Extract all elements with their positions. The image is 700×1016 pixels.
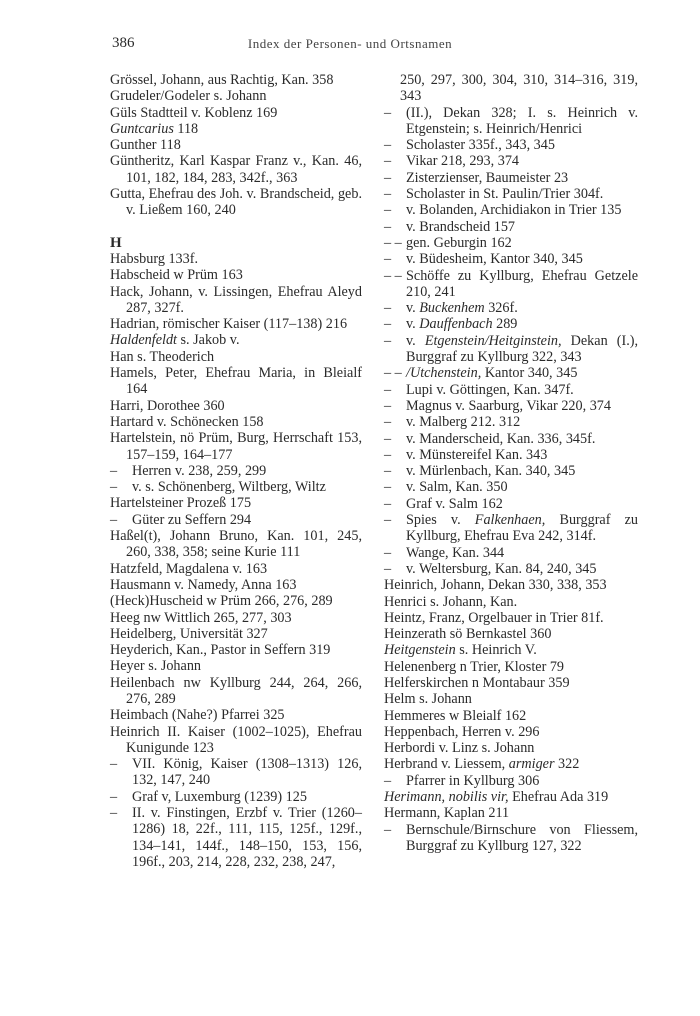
entry-text: 322 [554, 756, 580, 773]
entry-text: Helenenberg n Trier, Kloster 79 [384, 658, 565, 675]
index-entry [384, 659, 638, 675]
index-entry [110, 707, 362, 723]
index-entry [110, 72, 362, 88]
index-entry [384, 805, 638, 821]
index-entry [384, 610, 638, 626]
entry-text: Habsburg 133f. [110, 250, 199, 267]
dash-marker: – – [384, 365, 402, 382]
dash-marker: – – [384, 234, 402, 251]
entry-text: 326f. [484, 300, 518, 317]
page-number: 386 [112, 35, 135, 51]
entry-text: v. [406, 332, 425, 349]
index-entry [110, 365, 362, 398]
index-entry [110, 88, 362, 104]
entry-text: Schöffe zu Kyllburg, Ehefrau Getzele 210, 241 [406, 267, 638, 300]
index-entry [384, 789, 638, 805]
entry-text: Heinrich II. Kaiser (1002–1025), Ehefrau Kunigunde 123 [110, 723, 362, 756]
entry-text: v. Weltersburg, Kan. 84, 240, 345 [406, 560, 597, 577]
dash-marker: – [384, 218, 392, 235]
entry-text: Wange, Kan. 344 [406, 544, 505, 561]
index-entry [110, 137, 362, 153]
dash-marker: – [384, 169, 392, 186]
index-entry [384, 496, 638, 512]
index-entry [384, 365, 638, 381]
entry-text: Gunther 118 [110, 137, 181, 154]
dash-marker: – [384, 463, 392, 480]
dash-marker: – [384, 479, 392, 496]
index-entry [384, 137, 638, 153]
dash-marker: – [384, 137, 392, 154]
italic-text: Buckenhem [419, 300, 485, 317]
index-entry [384, 740, 638, 756]
index-entry [110, 528, 362, 561]
entry-text: Haßel(t), Johann Bruno, Kan. 101, 245, 260, 338, 358; seine Kurie 111 [110, 528, 362, 561]
entry-text: Spies v. [406, 512, 475, 529]
section-letter: H [110, 234, 122, 251]
index-entry [384, 316, 638, 332]
entry-text: Heppenbach, Herren v. 296 [384, 723, 540, 740]
index-entry [384, 594, 638, 610]
entry-text: 289 [492, 316, 518, 333]
entry-text: v. Malberg 212. 312 [406, 414, 521, 431]
index-entry [110, 398, 362, 414]
entry-text: Helferskirchen n Montabaur 359 [384, 674, 570, 691]
index-entry [110, 593, 362, 609]
index-entry [110, 805, 362, 870]
dash-marker: – [384, 560, 392, 577]
entry-text: Hermann, Kaplan 211 [384, 805, 510, 822]
entry-text: Habscheid w Prüm 163 [110, 267, 243, 284]
entry-text: Heinrich, Johann, Dekan 330, 338, 353 [384, 577, 607, 594]
entry-text: Kantor 340, 345 [481, 365, 578, 382]
index-entry [110, 267, 362, 283]
entry-text: Heyer s. Johann [110, 658, 202, 675]
entry-text: 118 [173, 120, 199, 137]
entry-text: Heidelberg, Universität 327 [110, 625, 268, 642]
index-entry [384, 268, 638, 301]
entry-text: Hartelstein, nö Prüm, Burg, Herrschaft 153, 157–159, 164–177 [110, 430, 362, 463]
entry-text: Herren v. 238, 259, 299 [132, 462, 267, 479]
entry-text: Grudeler/Godeler s. Johann [110, 88, 267, 105]
index-entry [384, 642, 638, 658]
entry-text: v. [406, 300, 420, 317]
entry-text: II. v. Finstingen, Erzbf v. Trier (1260–1286) 18, 22f., 111, 115, 125f., 129f., 134–141, 144f., 148–150, 153, 156, 196f., 203, 214, 228, 232, 238, 247, [132, 805, 362, 870]
entry-text: Ehefrau Ada 319 [508, 789, 609, 806]
entry-text: Heimbach (Nahe?) Pfarrei 325 [110, 707, 285, 724]
index-entry [384, 333, 638, 366]
entry-text: Lupi v. Göttingen, Kan. 347f. [406, 381, 574, 398]
index-column-left [110, 72, 362, 870]
italic-text: Dauffenbach [419, 316, 493, 333]
italic-text: armiger [508, 756, 555, 773]
entry-text: Heeg nw Wittlich 265, 277, 303 [110, 609, 292, 626]
entry-text: v. Bolanden, Archidiakon in Trier 135 [406, 202, 622, 219]
dash-marker: – [384, 104, 392, 121]
index-entry [110, 512, 362, 528]
index-entry [384, 382, 638, 398]
dash-marker: – [384, 544, 392, 561]
entry-text: Magnus v. Saarburg, Vikar 220, 374 [406, 397, 611, 414]
entry-text: s. Heinrich V. [455, 642, 537, 659]
index-entry [384, 219, 638, 235]
entry-text: Hartard v. Schönecken 158 [110, 413, 264, 430]
index-entry [110, 316, 362, 332]
index-entry [384, 447, 638, 463]
index-entry [110, 251, 362, 267]
entry-text: Han s. Theoderich [110, 348, 215, 365]
entry-text: Hemmeres w Bleialf 162 [384, 707, 527, 724]
entry-text: v. Salm, Kan. 350 [406, 479, 508, 496]
entry-text: (II.), Dekan 328; I. s. Heinrich v. Etgenstein; s. Heinrich/Henrici [406, 104, 638, 137]
entry-text: Henrici s. Johann, Kan. [384, 593, 518, 610]
index-entry [384, 822, 638, 855]
entry-text: Scholaster 335f., 343, 345 [406, 137, 555, 154]
dash-marker: – [384, 332, 392, 349]
dash-marker: – [384, 251, 392, 268]
index-entry [384, 479, 638, 495]
index-entry [110, 724, 362, 757]
index-entry [384, 724, 638, 740]
index-column-right [384, 72, 638, 854]
entry-text: VII. König, Kaiser (1308–1313) 126, 132, 147, 240 [132, 756, 362, 789]
index-entry [384, 153, 638, 169]
running-head: Index der Personen- und Ortsnamen [247, 36, 453, 51]
index-entry [384, 545, 638, 561]
dash-marker: – [384, 430, 392, 447]
index-entry [110, 349, 362, 365]
dash-marker: – – [384, 267, 402, 284]
entry-text: Zisterzienser, Baumeister 23 [406, 169, 569, 186]
index-entry [110, 756, 362, 789]
dash-marker: – [384, 316, 392, 333]
italic-text: Heitgenstein [384, 642, 456, 659]
dash-marker: – [384, 202, 392, 219]
dash-marker: – [110, 788, 118, 805]
entry-text: Grössel, Johann, aus Rachtig, Kan. 358 [110, 72, 334, 88]
index-entry [110, 430, 362, 463]
index-entry [110, 153, 362, 186]
entry-text: v. Münstereifel Kan. 343 [406, 446, 548, 463]
entry-text: Heilenbach nw Kyllburg 244, 264, 266, 276, 289 [110, 674, 362, 707]
index-entry [384, 691, 638, 707]
entry-text: Burggraf zu Kyllburg, Ehefrau Eva 242, 314f. [406, 512, 638, 545]
italic-text: Guntcarius [110, 120, 174, 137]
index-entry [384, 626, 638, 642]
italic-text: /Utchenstein, [406, 365, 482, 382]
italic-text: Haldenfeldt [110, 332, 177, 349]
dash-marker: – [384, 414, 392, 431]
italic-text: Etgenstein/Heitginstein, [424, 332, 562, 349]
index-entry [110, 332, 362, 348]
index-entry [110, 186, 362, 219]
index-entry: 250, 297, 300, 304, 310, 314–316, 319, 343 [400, 72, 638, 105]
index-entry [384, 202, 638, 218]
index-entry [110, 463, 362, 479]
italic-text: Herimann, nobilis vir, [384, 789, 509, 806]
index-entry [384, 105, 638, 138]
entry-text: Güter zu Seffern 294 [132, 511, 252, 528]
index-entry [384, 675, 638, 691]
entry-text: Helm s. Johann [384, 691, 472, 708]
entry-text: v. Büdesheim, Kantor 340, 345 [406, 251, 583, 268]
dash-marker: – [384, 495, 392, 512]
dash-marker: – [110, 462, 118, 479]
entry-text: (Heck)Huscheid w Prüm 266, 276, 289 [110, 593, 333, 610]
entry-text: Graf v, Luxemburg (1239) 125 [132, 788, 307, 805]
dash-marker: – [110, 805, 118, 822]
dash-marker: – [384, 397, 392, 414]
index-entry [110, 789, 362, 805]
entry-text: v. [406, 316, 420, 333]
entry-text: Hatzfeld, Magdalena v. 163 [110, 560, 268, 577]
entry-text: Gutta, Ehefrau des Joh. v. Brandscheid, geb. v. Ließem 160, 240 [110, 186, 362, 219]
entry-text: Graf v. Salm 162 [406, 495, 503, 512]
entry-text: v. Mürlenbach, Kan. 340, 345 [406, 463, 576, 480]
index-entry [384, 398, 638, 414]
index-entry [110, 626, 362, 642]
index-entry [110, 610, 362, 626]
dash-marker: – [384, 300, 392, 317]
index-entry [110, 414, 362, 430]
entry-text: Hack, Johann, v. Lissingen, Ehefrau Aleyd 287, 327f. [110, 283, 362, 316]
index-entry [384, 300, 638, 316]
entry-text: Bernschule/Birnschure von Fliessem, Burggraf zu Kyllburg 127, 322 [406, 821, 638, 854]
index-entry [384, 512, 638, 545]
index-entry [110, 577, 362, 593]
entry-text: v. Manderscheid, Kan. 336, 345f. [406, 430, 596, 447]
dash-marker: – [384, 446, 392, 463]
index-entry [110, 642, 362, 658]
entry-text: Hausmann v. Namedy, Anna 163 [110, 576, 297, 593]
dash-marker: – [384, 512, 392, 529]
entry-text: Herbrand v. Liessem, [384, 756, 509, 773]
entry-text: gen. Geburgin 162 [406, 234, 512, 251]
entry-text: Hartelsteiner Prozeß 175 [110, 495, 252, 512]
index-entry [110, 284, 362, 317]
entry-text: Harri, Dorothee 360 [110, 397, 225, 414]
dash-marker: – [384, 821, 392, 838]
entry-text: Heintz, Franz, Orgelbauer in Trier 81f. [384, 609, 604, 626]
entry-text: Vikar 218, 293, 374 [406, 153, 520, 170]
index-entry [110, 561, 362, 577]
entry-text: Pfarrer in Kyllburg 306 [406, 772, 540, 789]
index-entry [384, 577, 638, 593]
entry-text: Scholaster in St. Paulin/Trier 304f. [406, 186, 604, 203]
index-entry [384, 773, 638, 789]
entry-text: v. Brandscheid 157 [406, 218, 516, 235]
dash-marker: – [384, 153, 392, 170]
index-entry [384, 756, 638, 772]
entry-text: Herbordi v. Linz s. Johann [384, 740, 535, 757]
entry-text: s. Jakob v. [176, 332, 240, 349]
index-entry [110, 121, 362, 137]
dash-marker: – [110, 479, 118, 496]
entry-text: Hamels, Peter, Ehefrau Maria, in Bleialf 164 [110, 365, 362, 398]
index-entry [384, 414, 638, 430]
index-entry [384, 235, 638, 251]
dash-marker: – [110, 756, 118, 773]
italic-text: Falkenhaen, [474, 512, 546, 529]
entry-text: Heinzerath sö Bernkastel 360 [384, 626, 552, 643]
dash-marker: – [384, 186, 392, 203]
index-entry [110, 479, 362, 495]
index-entry [384, 561, 638, 577]
index-entry [384, 170, 638, 186]
dash-marker: – [384, 381, 392, 398]
index-entry [110, 658, 362, 674]
index-entry [110, 105, 362, 121]
entry-text: Dekan (I.), Burggraf zu Kyllburg 322, 343 [406, 332, 639, 366]
entry-text: Heyderich, Kan., Pastor in Seffern 319 [110, 642, 331, 659]
index-entry [384, 251, 638, 267]
index-entry [384, 708, 638, 724]
entry-text: Güntheritz, Karl Kaspar Franz v., Kan. 46, 101, 182, 184, 283, 342f., 363 [110, 153, 362, 186]
entry-text: v. s. Schönenberg, Wiltberg, Wiltz [132, 479, 326, 496]
index-entry [384, 186, 638, 202]
entry-text: Hadrian, römischer Kaiser (117–138) 216 [110, 316, 348, 333]
dash-marker: – [110, 511, 118, 528]
index-entry [110, 495, 362, 511]
index-entry [384, 463, 638, 479]
dash-marker: – [384, 772, 392, 789]
index-entry [384, 431, 638, 447]
index-entry [110, 675, 362, 708]
entry-text: Güls Stadtteil v. Koblenz 169 [110, 104, 278, 121]
